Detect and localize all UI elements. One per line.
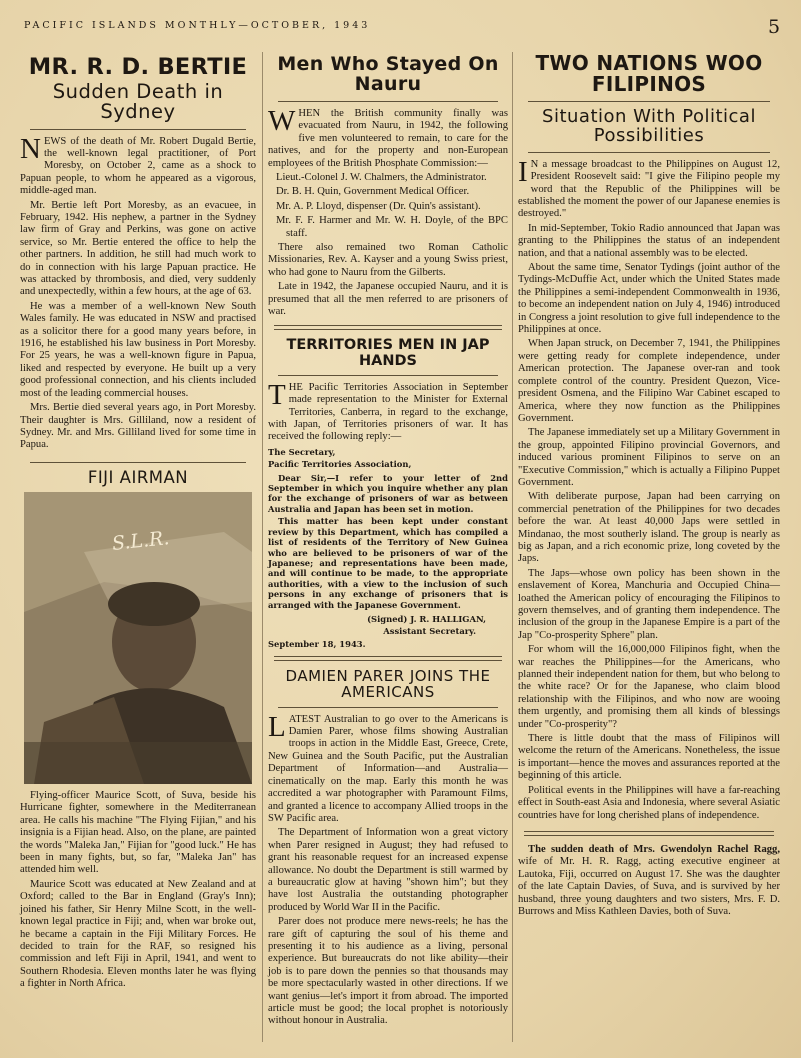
nauru-para: There also remained two Roman Catholic Missionaries, Rev. A. Kayser and a young Swiss priest, who had gone to Nauru from the Gilberts. (268, 241, 508, 278)
drop-cap: W (268, 104, 296, 137)
divider (524, 831, 774, 836)
column-filipinos (518, 50, 780, 920)
parer-para: Parer does not produce mere news-reels; he has the rare gift of capturing the soul of his theme and presenting it to his audience as a living, personal experience. But bureaucrats do not like ability—their job is to pare down the pennies so that thousands may be more spectacularly wasted in other directions. If we want genius—let's import it from abroad. The imported article must be good; the local prophet is notoriously without honour in Australia. (268, 916, 508, 1027)
filipinos-text: N a message broadcast to the Philippines on August 12, President Roosevelt said: "I give the Filipino people my word that the Republic of the Philippines will be established the moment the power of our Japanese enemies is destroyed." (518, 158, 780, 220)
bertie-para: Mrs. Bertie died several years ago, in Port Moresby. Their daughter is Mrs. Gilliland, now a resident of Sydney. Mr. and Mrs. Gilliland lived for some time in Papua. (20, 402, 256, 451)
bertie-para (20, 132, 256, 198)
filipinos-subhead: Situation With Political Possibilities (542, 106, 756, 146)
obituary-text: wife of Mr. H. R. Ragg, acting executive engineer at Lautoka, Fiji, occurred on August 17. She was the daughter of the late Captain Davies, of Suva, and is survived by her husband, three young daughters and two sisters, Mrs. F. D. Burrows and Miss Kathleen Davies, both of Suva. (518, 856, 780, 917)
column-divider (512, 52, 513, 1042)
letter-body: Dear Sir,—I refer to your letter of 2nd September in which you inquire whether any plan for the exchange of prisoners of war as between Australia and Japan has been set in motion. (268, 472, 508, 514)
parer-para (268, 710, 508, 826)
obituary-name: The sudden death of Mrs. Gwendolyn Rachel Ragg, (528, 843, 780, 855)
divider (274, 325, 502, 330)
bertie-headline: MR. R. D. BERTIE (28, 54, 248, 80)
divider (30, 462, 246, 463)
running-header: PACIFIC ISLANDS MONTHLY—OCTOBER, 1943 (24, 20, 371, 31)
drop-cap: T (268, 378, 286, 411)
drop-cap: L (268, 710, 286, 743)
divider (528, 152, 770, 153)
divider (278, 101, 498, 102)
letter-body: This matter has been kept under constant review by this Department, which has compiled a list of residents of the Territory of New Guinea who are believed to be prisoners of war of the Japanese; and representations have been made, and will continue to be made, to the appropriate authorities, with a view to the inclusion of such persons in any exchange of prisoners that is arranged with the Japanese Government. (268, 516, 508, 610)
filipinos-para: When Japan struck, on December 7, 1941, the Philippines were getting ready for complete independence, under American protection. The Japanese over-ran and took complete control of the country. President Quezon, Vice-president Osmena, and the Filipino War Cabinet escaped to America, where they now function as the Philippines Government. (518, 338, 780, 424)
airman-photo (24, 492, 252, 784)
fiji-airman-heading: FIJI AIRMAN (87, 467, 189, 487)
fiji-caption: Flying-officer Maurice Scott, of Suva, beside his Hurricane fighter, somewhere in the Mediterranean area. He calls his machine "The Flying Fijian," and his insignia is a Fijian head. Also, on the plane, are painted the words "Maleka Jan," Fijian for "good luck." He has been in many fights, but, so far, "Maleka Jan" has attended him well. (20, 790, 256, 876)
column-bertie (20, 50, 256, 993)
parer-headline: DAMIEN PARER JOINS THE AMERICANS (285, 667, 491, 701)
letter-addressee: The Secretary, (268, 446, 336, 457)
nauru-headline: Men Who Stayed On Nauru (277, 53, 499, 95)
aircraft-lettering: S.L.R. (111, 527, 171, 555)
parer-para: The Department of Information won a great victory when Parer resigned in August; they had refused to grant his reasonable request for an increased expense allowance. No doubt the Department is still warmed by a bureaucratic glow at having "shown him"; but they have lost Australia the outstanding photographer produced by World War II in the Pacific. (268, 827, 508, 913)
filipinos-para (518, 155, 780, 221)
territories-headline: TERRITORIES MEN IN JAP HANDS (286, 337, 490, 369)
divider (274, 656, 502, 661)
ragg-obituary (518, 844, 780, 918)
divider (528, 101, 770, 102)
filipinos-para: Political events in the Philippines will have a far-reaching effect in South-east Asia and Indonesia, where several Asiatic countries have for long cherished plans of independence. (518, 784, 780, 821)
bertie-para: Mr. Bertie left Port Moresby, as an evacuee, in February, 1942. His nephew, a partner in the Sydney law firm of Gray and Perkins, was gone on active service, so Mr. Bertie entered the office to help the other partners. In addition, he still had much work to do in connection with his large Papuan practice. He was attacked by thrombosis, and died, very suddenly and unexpectedly, within a few hours, at the age of 63. (20, 199, 256, 298)
bertie-para: He was a member of a well-known New South Wales family. He was educated in NSW and practised as a solicitor there for a good many years before, in 1916, he established his law business in Port Moresby. For 25 years, he was a well-known figure in Papua, liked and respected by everyone. He built up a very good professional connection, and his clients included most of the leading commercial houses. (20, 300, 256, 399)
nauru-para: Late in 1942, the Japanese occupied Nauru, and it is presumed that all the men referred to are prisoners of war. (268, 281, 508, 317)
column-divider (262, 52, 263, 1042)
divider (278, 375, 498, 376)
filipinos-para: The Japanese immediately set up a Military Government in the group, appointed Filipino provincial Governors, and induced various prominent Filipinos to serve on an "Executive Commission," which is actually a Filipino Puppet Government. (518, 427, 780, 488)
letter-date: September 18, 1943. (268, 638, 366, 649)
nauru-text: HEN the British community finally was evacuated from Nauru, in 1942, the following five men volunteered to remain, to care for the natives, and for the property and non-European employees of the British Phosphate Commission:— (268, 107, 508, 169)
letter-signature: (Signed) J. R. HALLIGAN, (367, 613, 486, 624)
nauru-para (268, 104, 508, 170)
column-nauru (268, 50, 508, 1030)
territories-para (268, 378, 508, 444)
filipinos-para: About the same time, Senator Tydings (joint author of the Tydings-McDuffie Act, under which the United States made the Philippines a semi-independent Commonwealth in 1936, to become an independent nation on July 4, 1946) introduced in Congress a joint resolution to give full independence to the Philippines at once. (518, 262, 780, 336)
nauru-list-item: Mr. F. F. Harmer and Mr. W. H. Doyle, of the BPC staff. (276, 215, 508, 239)
nauru-list-item: Dr. B. H. Quin, Government Medical Officer. (276, 186, 470, 198)
bertie-subhead: Sudden Death in Sydney (52, 79, 224, 124)
letter-addressee: Pacific Territories Association, (268, 459, 412, 470)
nauru-list-item: Lieut.-Colonel J. W. Chalmers, the Administrator. (276, 171, 487, 183)
divider (30, 129, 246, 130)
halligan-letter (268, 447, 508, 649)
bertie-text: EWS of the death of Mr. Robert Dugald Bertie, the well-known legal practitioner, of Port Moresby, on October 2, came as a shock to Papuan people, to whom he appeared as a vigorous, middle-aged man. (20, 135, 256, 197)
drop-cap: N (20, 132, 41, 165)
territories-text: HE Pacific Territories Association in September made representation to the Minister for External Territories, Canberra, in regard to the exchange, with Japan, of Territories prisoners of war. It has received the following reply:— (268, 381, 508, 443)
filipinos-para: There is little doubt that the mass of Filipinos will welcome the return of the Americans. Nonetheless, the issue is important—hence the moves and assurances reported at the beginning of this article. (518, 733, 780, 782)
filipinos-para: With deliberate purpose, Japan had been carrying on commercial penetration of the Philippines for two decades before the war. At least 40,000 Japs were settled in Mindanao, the most southerly island. The group is nearly as big as Japan, and a rich economic prize, long coveted by the Japs. (518, 491, 780, 565)
filipinos-headline: TWO NATIONS WOO FILIPINOS (535, 51, 763, 96)
parer-text: ATEST Australian to go over to the Americans is Damien Parer, whose films showing Australian troops in action in the Middle East, Greece, Crete, New Guinea and the South Pacific, put the Australian Department of Information—and Australia—cinematically on the map. Early this month he was accredited a war photographer with Paramount Films, and granted a licence to accompany Allied troops in the SW Pacific area. (268, 713, 508, 824)
page-number: 5 (768, 16, 781, 38)
filipinos-para: For whom will the 16,000,000 Filipinos fight, when the war reaches the Philippines—for the Americans, who planned their independent nation for them, but who belong to the white race? Or for the Japanese, who claim blood relationship with the Filipinos, and who now are wooing them urgently, and promising them all kinds of blessings under "Co-prosperity"? (518, 644, 780, 730)
filipinos-para: In mid-September, Tokio Radio announced that Japan was granting to the Philippines the status of an independent nation, and that a national assembly was to be elected. (518, 222, 780, 259)
fiji-para: Maurice Scott was educated at New Zealand and at Oxford; called to the Bar in England (Gray's Inn); joined his father, Sir Henry Milne Scott, in the well-known legal practice in Fiji; and, when war broke out, he became a captain in the Fiji Military Forces. He decided to train for the RAF, so resigned his commission and left Fiji in April, 1941, and went to Southern Rhodesia. Eleven months later he was flying a fighter in North Africa. (20, 878, 256, 990)
letter-signature: Assistant Secretary. (383, 626, 476, 637)
nauru-list-item: Mr. A. P. Lloyd, dispenser (Dr. Quin's assistant). (276, 200, 481, 212)
filipinos-para: The Japs—whose own policy has been shown in the enslavement of Korea, Manchuria and Occupied China—loathed the American policy of encouraging the Filipinos to govern themselves, and of granting them independence. The inclusion of the group in the Japanese Empire is a part of the Jap "Co-prosperity Sphere" plan. (518, 567, 780, 641)
drop-cap: I (518, 155, 528, 188)
divider (278, 707, 498, 708)
